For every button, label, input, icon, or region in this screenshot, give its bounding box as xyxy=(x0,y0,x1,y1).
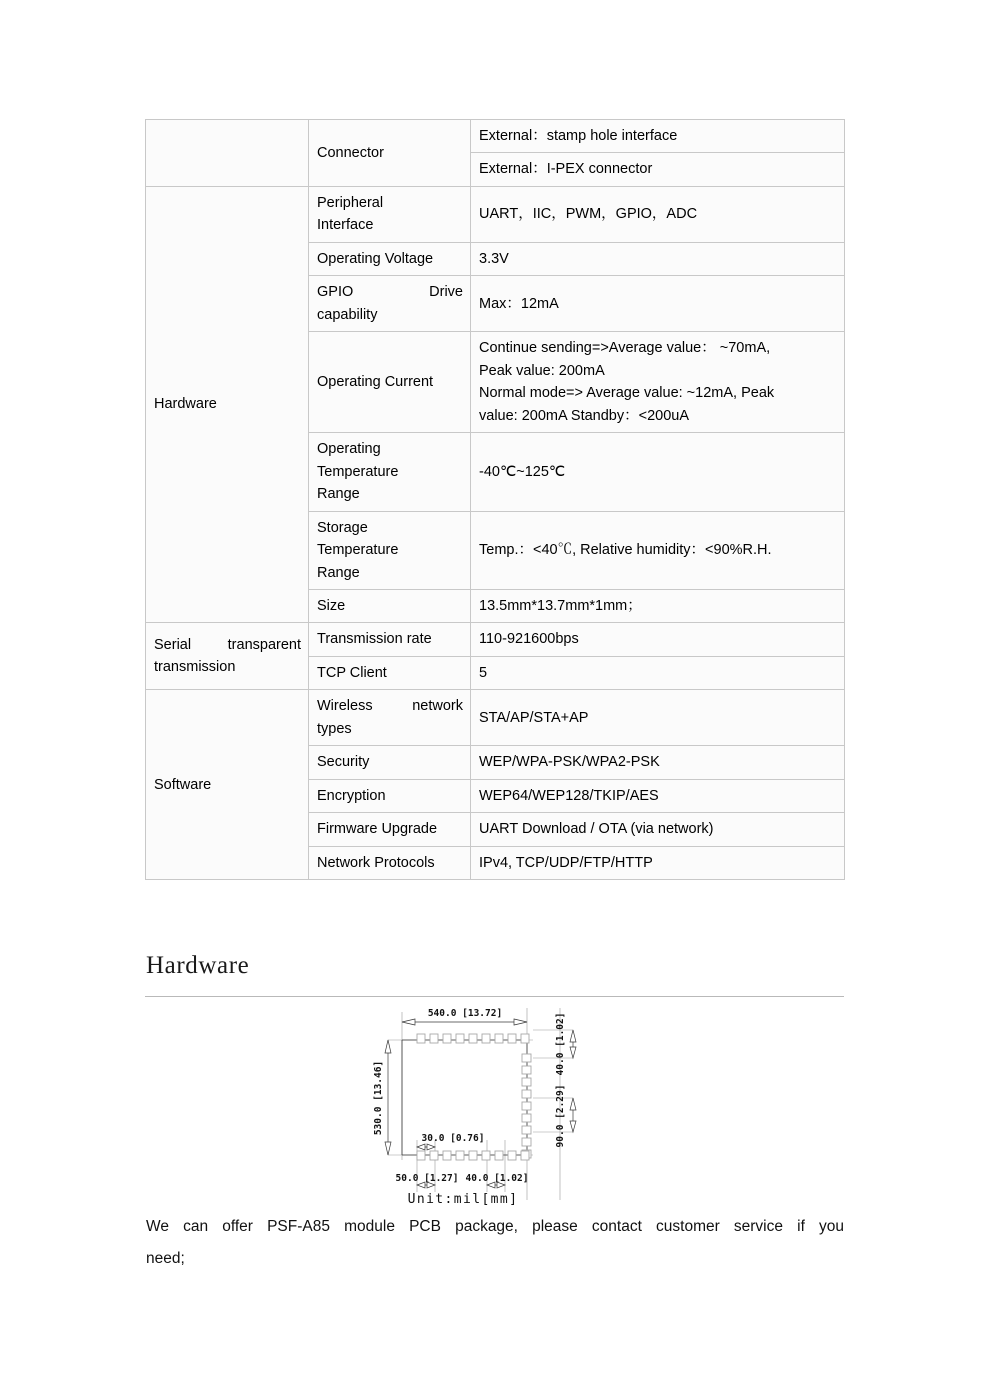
param-line-1: Operating xyxy=(317,441,381,458)
param-line-2: Temperature xyxy=(317,463,399,480)
param-line-1: GPIO xyxy=(317,284,354,301)
table-row xyxy=(146,186,845,242)
paragraph-line-2: need; xyxy=(146,1249,185,1267)
param-line-2: Interface xyxy=(317,217,374,234)
param-firmware-upgrade: Firmware Upgrade xyxy=(309,813,471,846)
param-gpio-drive-capability xyxy=(309,276,471,332)
param-wireless-network-types xyxy=(309,690,471,746)
param-size: Size xyxy=(309,589,471,622)
param-line-1: Peripheral xyxy=(317,194,384,211)
specification-table xyxy=(145,119,845,880)
param-network-protocols: Network Protocols xyxy=(309,846,471,879)
param-line-3: capability xyxy=(317,306,378,323)
dim-inner-label: 30.0 [0.76] xyxy=(421,1133,485,1144)
param-tcp-client: TCP Client xyxy=(309,656,471,689)
value-connector-stamp: External：stamp hole interface xyxy=(471,120,845,153)
param-operating-voltage: Operating Voltage xyxy=(309,242,471,275)
group-cell-empty xyxy=(146,120,309,187)
dim-top-label: 540.0 [13.72] xyxy=(427,1008,503,1019)
dim-right-lower-label: 90.0 [2.29] xyxy=(555,1084,566,1148)
value-firmware-upgrade: UART Download / OTA (via network) xyxy=(471,813,845,846)
value-gpio-drive-capability: Max：12mA xyxy=(471,276,845,332)
value-transmission-rate: 110-921600bps xyxy=(471,623,845,656)
param-line-2: network xyxy=(412,698,463,715)
param-line-2: Temperature xyxy=(317,542,399,559)
param-operating-current: Operating Current xyxy=(309,332,471,433)
value-wireless-network-types: STA/AP/STA+AP xyxy=(471,690,845,746)
page-title: Hardware xyxy=(146,952,250,979)
unit-label: Unit:mil[mm] xyxy=(407,1192,519,1207)
table-row xyxy=(146,120,845,153)
param-line-1: Wireless xyxy=(317,698,373,715)
param-line-3: Range xyxy=(317,564,360,581)
value-security: WEP/WPA-PSK/WPA2-PSK xyxy=(471,746,845,779)
value-line-2: Peak value: 200mA xyxy=(479,362,605,379)
param-line-1: Storage xyxy=(317,519,368,536)
table-row xyxy=(146,690,845,746)
value-operating-temperature-range: -40℃~125℃ xyxy=(471,433,845,511)
param-encryption: Encryption xyxy=(309,779,471,812)
param-line-2: Drive xyxy=(429,284,463,301)
value-operating-current xyxy=(471,332,845,433)
value-storage-temperature-range: Temp.：<40℃, Relative humidity：<90%R.H. xyxy=(471,511,845,589)
group-label-line-1: Serial transparent xyxy=(154,636,301,653)
value-network-protocols: IPv4, TCP/UDP/FTP/HTTP xyxy=(471,846,845,879)
param-operating-temperature-range xyxy=(309,433,471,511)
dim-bottom-right-label: 40.0 [1.02] xyxy=(465,1173,529,1184)
group-cell-serial-transparent-transmission xyxy=(146,623,309,690)
value-line-4: value: 200mA Standby：<200uA xyxy=(479,407,689,424)
value-connector-ipex: External：I-PEX connector xyxy=(471,153,845,186)
param-security: Security xyxy=(309,746,471,779)
section-divider xyxy=(145,996,844,997)
value-line-3: Normal mode=> Average value: ~12mA, Peak xyxy=(479,385,775,402)
param-connector: Connector xyxy=(309,120,471,187)
group-label-hardware: Hardware xyxy=(154,396,217,413)
value-size: 13.5mm*13.7mm*1mm； xyxy=(471,589,845,622)
dim-right-upper-label: 40.0 [1.02] xyxy=(555,1012,566,1076)
group-label-line-2: transmission xyxy=(154,659,236,676)
pcb-footprint-drawing xyxy=(355,1000,605,1210)
param-line-3: Range xyxy=(317,486,360,503)
param-line-3: types xyxy=(317,720,352,737)
param-transmission-rate: Transmission rate xyxy=(309,623,471,656)
param-peripheral-interface xyxy=(309,186,471,242)
value-tcp-client: 5 xyxy=(471,656,845,689)
body-paragraph xyxy=(146,1211,844,1275)
value-operating-voltage: 3.3V xyxy=(471,242,845,275)
dim-left-label: 530.0 [13.46] xyxy=(373,1060,384,1136)
group-label-software: Software xyxy=(154,776,212,793)
value-line-1: Continue sending=>Average value： ~70mA, xyxy=(479,340,771,357)
table-row xyxy=(146,623,845,656)
value-encryption: WEP64/WEP128/TKIP/AES xyxy=(471,779,845,812)
dim-bottom-left-label: 50.0 [1.27] xyxy=(395,1173,459,1184)
group-cell-hardware xyxy=(146,186,309,623)
group-cell-software xyxy=(146,690,309,880)
value-peripheral-interface: UART，IIC，PWM，GPIO，ADC xyxy=(471,186,845,242)
paragraph-line-1: We can offer PSF-A85 module PCB package, please contact customer service if you xyxy=(146,1218,844,1235)
param-storage-temperature-range xyxy=(309,511,471,589)
